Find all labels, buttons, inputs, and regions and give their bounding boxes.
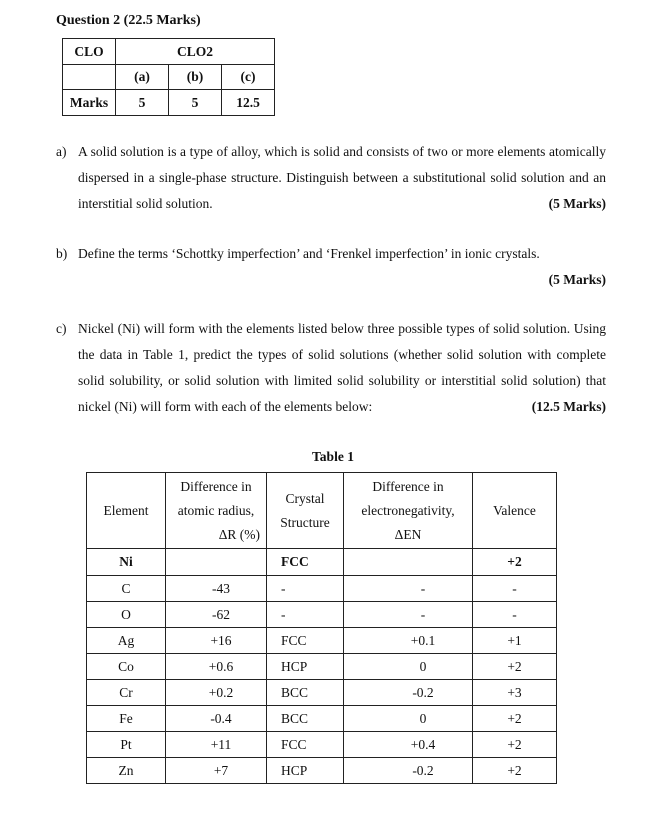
- cell-element: Ag: [87, 628, 166, 654]
- cell-en-diff: +0.1: [344, 628, 473, 654]
- cell-radius-diff: +7: [166, 758, 267, 784]
- question-c-marks: (12.5 Marks): [531, 399, 606, 414]
- cell-valence: +2: [473, 706, 557, 732]
- clo-label: CLO: [63, 39, 116, 65]
- cell-valence: +2: [473, 549, 557, 576]
- cell-structure: FCC: [267, 628, 344, 654]
- cell-structure: HCP: [267, 654, 344, 680]
- question-a: [56, 139, 606, 217]
- question-a-label: a): [56, 144, 67, 159]
- table-row: [87, 576, 557, 602]
- cell-radius-diff: -62: [166, 602, 267, 628]
- cell-en-diff: -0.2: [344, 758, 473, 784]
- cell-element: Co: [87, 654, 166, 680]
- cell-element: Fe: [87, 706, 166, 732]
- header-radius: [166, 473, 267, 549]
- marks-label: Marks: [63, 90, 116, 116]
- cell-en-diff: 0: [344, 654, 473, 680]
- table-row: [87, 602, 557, 628]
- header-en-line-1: Difference in: [372, 478, 444, 494]
- cell-radius-diff: +11: [166, 732, 267, 758]
- cell-structure: -: [267, 576, 344, 602]
- cell-valence: -: [473, 576, 557, 602]
- question-a-marks: (5 Marks): [548, 196, 606, 211]
- cell-valence: +3: [473, 680, 557, 706]
- cell-valence: +2: [473, 732, 557, 758]
- cell-structure: HCP: [267, 758, 344, 784]
- cell-en-diff: [344, 549, 473, 576]
- clo2-label: CLO2: [116, 39, 275, 65]
- cell-structure: BCC: [267, 706, 344, 732]
- cell-structure: -: [267, 602, 344, 628]
- part-b-header: (b): [169, 65, 222, 90]
- header-structure: [267, 473, 344, 549]
- clo-empty-cell: [63, 65, 116, 90]
- table-row: [87, 758, 557, 784]
- header-radius-line-3: ΔR (%): [218, 526, 260, 542]
- marks-c: 12.5: [222, 90, 275, 116]
- cell-en-diff: -: [344, 602, 473, 628]
- cell-element: Ni: [87, 549, 166, 576]
- part-c-header: (c): [222, 65, 275, 90]
- table-row: [87, 706, 557, 732]
- cell-radius-diff: [166, 549, 267, 576]
- cell-en-diff: -0.2: [344, 680, 473, 706]
- cell-element: O: [87, 602, 166, 628]
- header-radius-line-1: Difference in: [180, 478, 252, 494]
- question-heading: Question 2 (22.5 Marks): [56, 13, 201, 28]
- cell-structure: FCC: [267, 732, 344, 758]
- cell-en-diff: 0: [344, 706, 473, 732]
- question-b-text: Define the terms ‘Schottky imperfection’ and ‘Frenkel imperfection’ in ionic crystals.: [78, 246, 540, 261]
- question-b-label: b): [56, 246, 68, 261]
- cell-element: Zn: [87, 758, 166, 784]
- cell-structure: BCC: [267, 680, 344, 706]
- table-row: [87, 628, 557, 654]
- cell-en-diff: +0.4: [344, 732, 473, 758]
- cell-element: C: [87, 576, 166, 602]
- question-c-label: c): [56, 321, 67, 336]
- cell-structure: FCC: [267, 549, 344, 576]
- table-row: [87, 732, 557, 758]
- header-en-line-3: ΔEN: [394, 526, 422, 542]
- header-electronegativity: [344, 473, 473, 549]
- table-row: [87, 654, 557, 680]
- cell-valence: +2: [473, 654, 557, 680]
- question-b-marks: (5 Marks): [548, 272, 606, 287]
- header-valence: Valence: [473, 473, 557, 549]
- table-1-body: [87, 549, 557, 784]
- marks-b: 5: [169, 90, 222, 116]
- header-element: Element: [87, 473, 166, 549]
- table-caption: Table 1: [312, 449, 354, 464]
- cell-radius-diff: -43: [166, 576, 267, 602]
- cell-element: Cr: [87, 680, 166, 706]
- table-row: [87, 549, 557, 576]
- question-b: [56, 241, 606, 293]
- part-a-header: (a): [116, 65, 169, 90]
- cell-valence: +1: [473, 628, 557, 654]
- table-1: [86, 472, 557, 784]
- marks-a: 5: [116, 90, 169, 116]
- cell-radius-diff: +0.6: [166, 654, 267, 680]
- table-row: [87, 680, 557, 706]
- clo-marks-table: [62, 38, 275, 116]
- cell-en-diff: -: [344, 576, 473, 602]
- header-en-line-2: electronegativity,: [361, 502, 455, 518]
- question-c: [56, 316, 606, 420]
- question-c-text: Nickel (Ni) will form with the elements listed below three possible types of solid solution. Using the data in Table 1, predict the types of solid solutions (whether solid solution with complete solid solubility, or solid solution with limited solid solubility or interstitial solid solution) that nickel (Ni) will form with each of the elements below:: [78, 321, 606, 414]
- cell-valence: -: [473, 602, 557, 628]
- header-radius-line-2: atomic radius,: [177, 502, 255, 518]
- cell-valence: +2: [473, 758, 557, 784]
- header-structure-line-2: Structure: [280, 514, 330, 530]
- question-a-text: A solid solution is a type of alloy, which is solid and consists of two or more elements atomically dispersed in a single-phase structure. Distinguish between a substitutional solid solution and an interstitial solid solution.: [78, 144, 606, 211]
- cell-element: Pt: [87, 732, 166, 758]
- header-structure-line-1: Crystal: [285, 490, 325, 506]
- cell-radius-diff: -0.4: [166, 706, 267, 732]
- cell-radius-diff: +16: [166, 628, 267, 654]
- cell-radius-diff: +0.2: [166, 680, 267, 706]
